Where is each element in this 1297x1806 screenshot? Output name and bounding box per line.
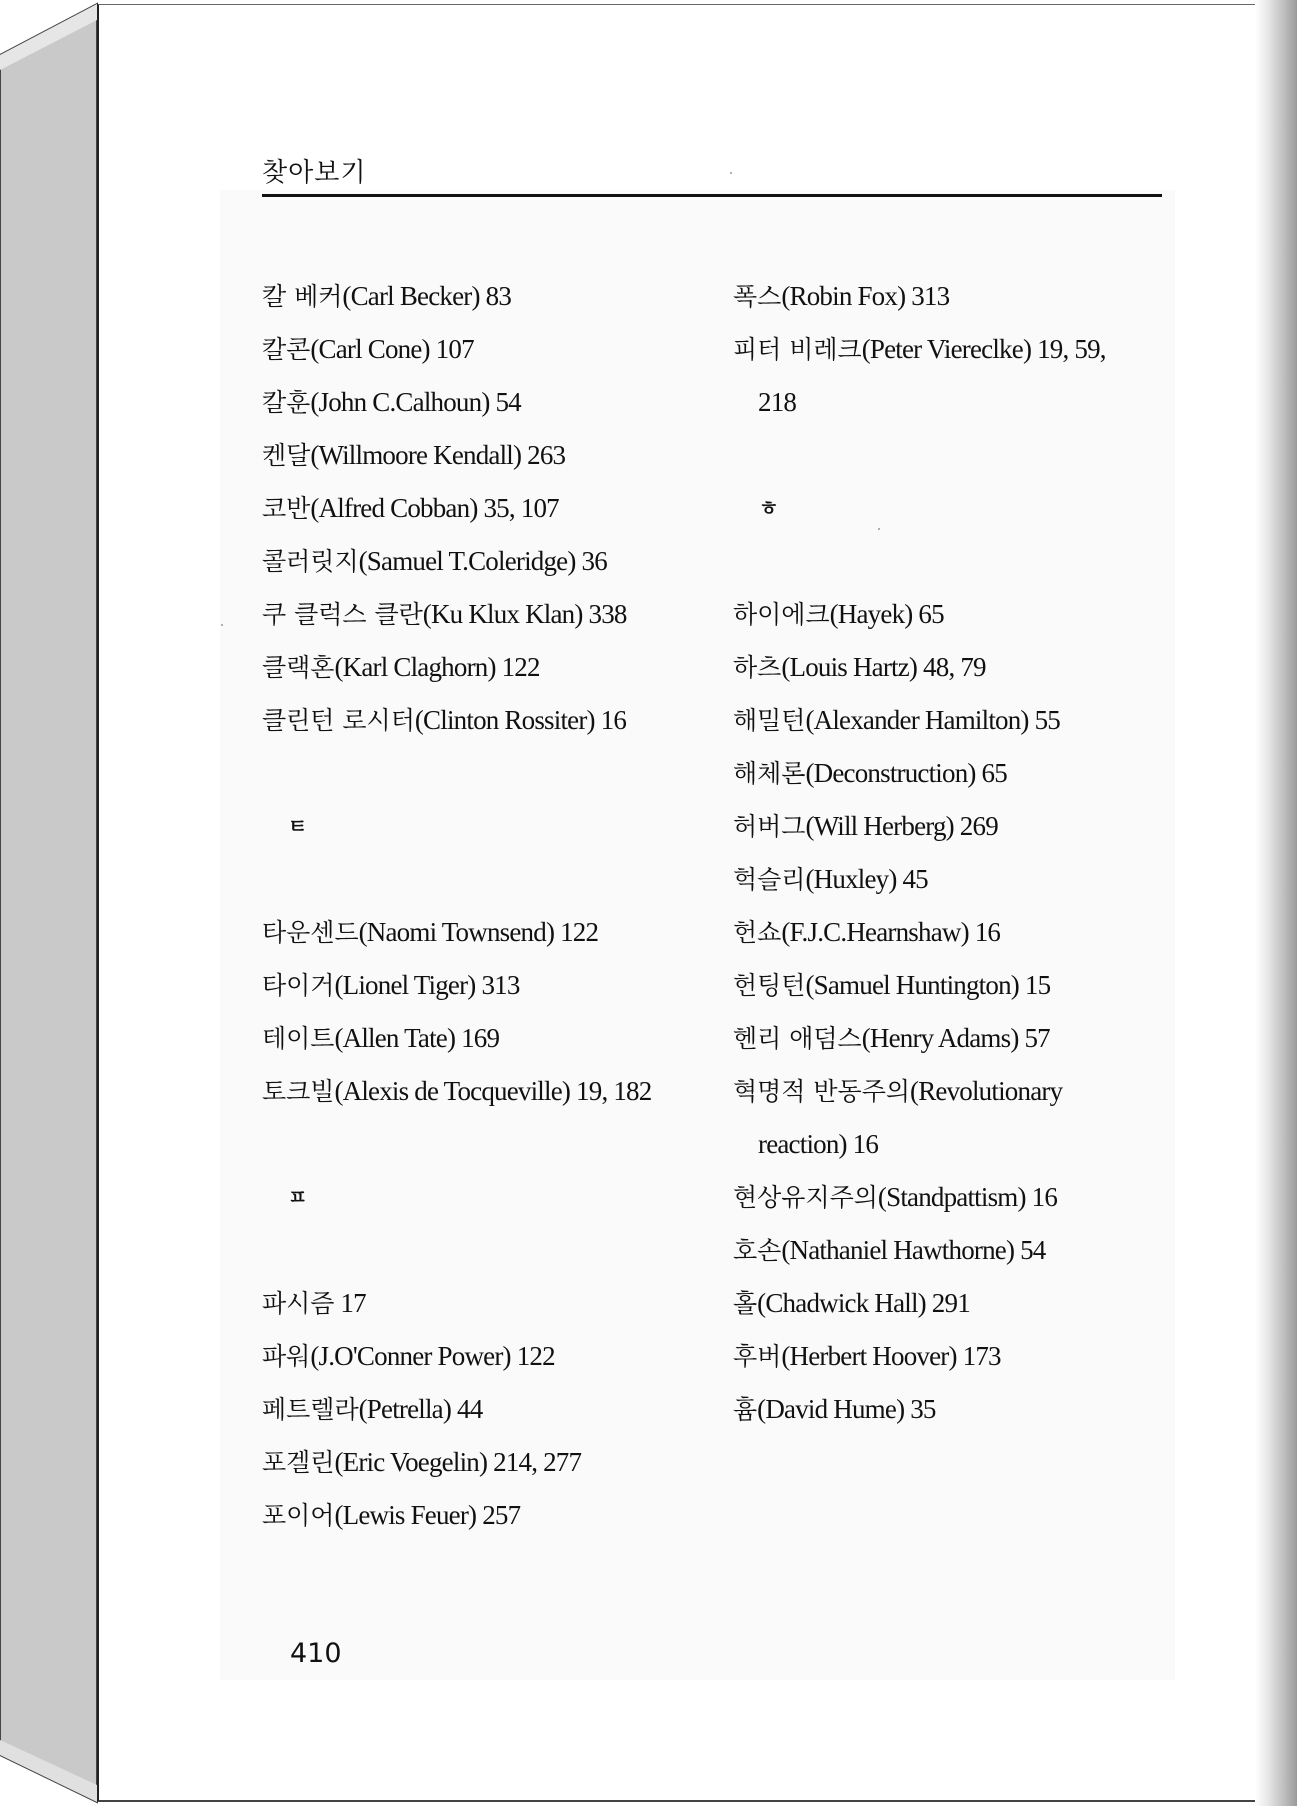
scan-speck	[730, 172, 732, 174]
index-entry	[733, 323, 1173, 376]
entry-korean-term: 허버그	[733, 812, 806, 841]
entry-korean-term: 칼 베커	[262, 282, 343, 311]
entry-reference: (Lewis Feuer) 257	[334, 1500, 521, 1530]
index-entry	[733, 641, 1173, 694]
entry-korean-term: 해체론	[733, 759, 806, 788]
section-heading: ㅎ	[759, 496, 779, 520]
index-entry	[262, 641, 712, 694]
entry-korean-term: 페트렐라	[262, 1395, 359, 1424]
entry-reference: (F.J.C.Hearnshaw) 16	[781, 917, 1001, 947]
entry-korean-term: 파시즘	[262, 1289, 335, 1318]
index-entry	[262, 429, 712, 482]
entry-korean-term: 코반	[262, 494, 311, 523]
entry-korean-term: 혁명적 반동주의	[733, 1077, 910, 1106]
entry-reference: (Henry Adams) 57	[861, 1023, 1050, 1053]
index-entry	[262, 323, 712, 376]
entry-reference: 17	[334, 1288, 366, 1318]
entry-reference: (J.O'Conner Power) 122	[310, 1341, 555, 1371]
entry-reference: (Willmoore Kendall) 263	[310, 440, 566, 470]
index-entry	[733, 747, 1173, 800]
entry-reference: (Clinton Rossiter) 16	[414, 705, 627, 735]
entry-reference: (Lionel Tiger) 313	[334, 970, 520, 1000]
entry-korean-term: 헨리 애덤스	[733, 1024, 862, 1053]
index-entry-continuation	[733, 1118, 1173, 1171]
index-column-left	[262, 270, 712, 1542]
index-entry	[262, 1330, 712, 1383]
header-rule	[262, 194, 1162, 197]
entry-korean-term: 칼콘	[262, 335, 311, 364]
entry-korean-term: 헌쇼	[733, 918, 782, 947]
entry-reference: (Ku Klux Klan) 338	[422, 599, 627, 629]
index-entry	[733, 1224, 1173, 1277]
index-entry	[262, 376, 712, 429]
index-entry	[262, 694, 712, 747]
index-entry-continuation	[733, 376, 1173, 429]
entry-reference: (Chadwick Hall) 291	[757, 1288, 970, 1318]
entry-reference: (Samuel T.Coleridge) 36	[358, 546, 607, 576]
entry-reference: (Nathaniel Hawthorne) 54	[781, 1235, 1046, 1265]
entry-korean-term: 켄달	[262, 441, 311, 470]
index-entry	[262, 1436, 712, 1489]
entry-korean-term: 호손	[733, 1236, 782, 1265]
index-entry	[733, 694, 1173, 747]
scan-speck	[878, 528, 880, 530]
index-entry	[262, 1489, 712, 1542]
entry-korean-term: 타이거	[262, 971, 335, 1000]
index-entry	[262, 1012, 712, 1065]
index-entry	[262, 906, 712, 959]
index-entry	[733, 800, 1173, 853]
entry-reference: (Eric Voegelin) 214, 277	[334, 1447, 582, 1477]
entry-reference: (Revolutionary	[910, 1076, 1063, 1106]
entry-korean-term: 쿠 클럭스 클란	[262, 600, 423, 629]
entry-korean-term: 콜러릿지	[262, 547, 359, 576]
blank-line	[262, 747, 712, 800]
index-entry	[262, 482, 712, 535]
entry-korean-term: 파워	[262, 1342, 311, 1371]
entry-reference: (Naomi Townsend) 122	[358, 917, 599, 947]
section-heading: ㅌ	[288, 814, 308, 838]
entry-korean-term: 타운센드	[262, 918, 359, 947]
index-entry	[262, 1277, 712, 1330]
entry-reference: (Will Herberg) 269	[805, 811, 998, 841]
section-heading: ㅍ	[288, 1185, 308, 1209]
index-entry	[733, 959, 1173, 1012]
blank-line	[733, 535, 1173, 588]
entry-reference: (Robin Fox) 313	[781, 281, 950, 311]
index-entry	[262, 588, 712, 641]
index-entry	[733, 270, 1173, 323]
entry-korean-term: 후버	[733, 1342, 782, 1371]
entry-reference: (Carl Cone) 107	[310, 334, 474, 364]
entry-korean-term: 하츠	[733, 653, 782, 682]
entry-korean-term: 포이어	[262, 1501, 335, 1530]
entry-reference: (Louis Hartz) 48, 79	[781, 652, 986, 682]
index-entry	[262, 959, 712, 1012]
entry-reference: (Hayek) 65	[829, 599, 944, 629]
page-number: 410	[290, 1638, 342, 1669]
entry-reference: (Huxley) 45	[805, 864, 928, 894]
entry-reference: (Deconstruction) 65	[805, 758, 1007, 788]
index-entry	[733, 1383, 1173, 1436]
index-entry	[262, 535, 712, 588]
entry-korean-term: 해밀턴	[733, 706, 806, 735]
entry-reference: (Karl Claghorn) 122	[334, 652, 540, 682]
index-entry	[733, 1277, 1173, 1330]
entry-korean-term: 흄	[733, 1395, 758, 1424]
page-edge-shadow	[1255, 0, 1297, 1806]
blank-line	[262, 1118, 712, 1171]
index-entry	[733, 853, 1173, 906]
entry-reference: (Carl Becker) 83	[342, 281, 512, 311]
entry-korean-term: 토크빌	[262, 1077, 335, 1106]
entry-reference: (Alfred Cobban) 35, 107	[310, 493, 559, 523]
entry-reference: (Alexander Hamilton) 55	[805, 705, 1060, 735]
scan-speck	[221, 624, 223, 626]
entry-reference: (Petrella) 44	[358, 1394, 483, 1424]
index-column-right	[733, 270, 1173, 1436]
entry-reference: (David Hume) 35	[757, 1394, 936, 1424]
entry-reference: reaction) 16	[758, 1129, 879, 1159]
entry-korean-term: 포겔린	[262, 1448, 335, 1477]
page-title: 찾아보기	[262, 158, 367, 188]
entry-korean-term: 클린턴 로시터	[262, 706, 415, 735]
entry-korean-term: 헌팅턴	[733, 971, 806, 1000]
entry-korean-term: 칼훈	[262, 388, 311, 417]
entry-reference: (Standpattism) 16	[877, 1182, 1058, 1212]
index-entry	[733, 588, 1173, 641]
blank-line	[262, 1224, 712, 1277]
index-entry	[262, 1065, 712, 1118]
index-entry	[733, 1171, 1173, 1224]
entry-reference: (John C.Calhoun) 54	[310, 387, 521, 417]
index-entry	[733, 1330, 1173, 1383]
entry-korean-term: 현상유지주의	[733, 1183, 878, 1212]
entry-reference: (Herbert Hoover) 173	[781, 1341, 1001, 1371]
blank-line	[733, 429, 1173, 482]
entry-reference: (Alexis de Tocqueville) 19, 182	[334, 1076, 652, 1106]
index-entry	[733, 906, 1173, 959]
entry-reference: 218	[758, 387, 797, 417]
index-entry	[262, 270, 712, 323]
entry-reference: (Peter Viereclke) 19, 59,	[861, 334, 1106, 364]
entry-korean-term: 홀	[733, 1289, 758, 1318]
entry-korean-term: 헉슬리	[733, 865, 806, 894]
entry-korean-term: 하이에크	[733, 600, 830, 629]
blank-line	[262, 853, 712, 906]
entry-korean-term: 테이트	[262, 1024, 335, 1053]
index-entry	[262, 1383, 712, 1436]
entry-reference: (Samuel Huntington) 15	[805, 970, 1051, 1000]
entry-reference: (Allen Tate) 169	[334, 1023, 500, 1053]
entry-korean-term: 피터 비레크	[733, 335, 862, 364]
index-entry	[733, 1012, 1173, 1065]
index-entry	[733, 1065, 1173, 1118]
entry-korean-term: 폭스	[733, 282, 782, 311]
entry-korean-term: 클랙혼	[262, 653, 335, 682]
